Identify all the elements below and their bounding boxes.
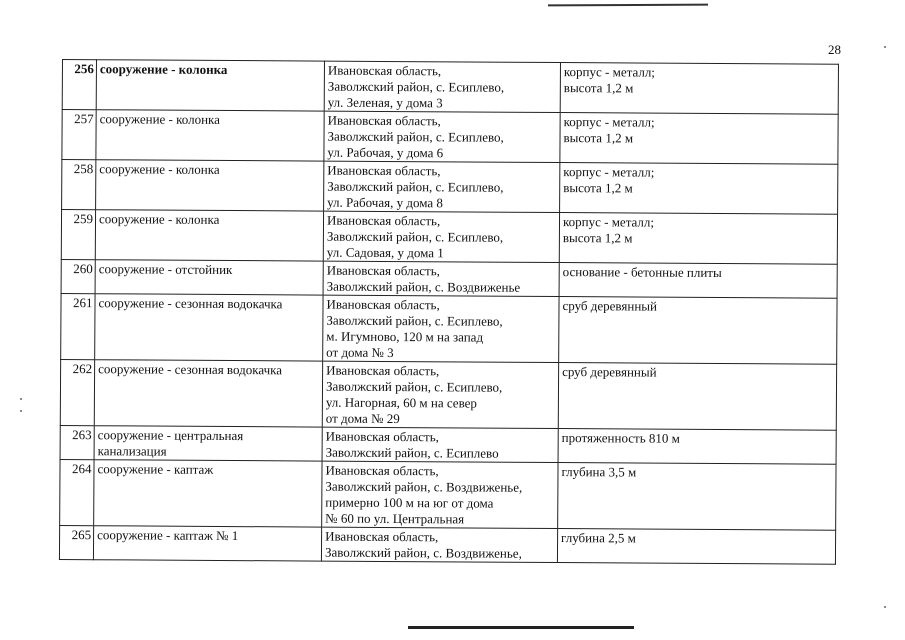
table-row	[62, 160, 838, 215]
table-row	[60, 359, 836, 430]
address-cell: Ивановская область, Заволжский район, с. Воздвиженье	[323, 261, 559, 296]
address-cell: Ивановская область, Заволжский район, с. Есиплево, ул. Зеленая, у дома 3	[324, 61, 560, 112]
object-name-cell: сооружение - центральная канализация	[94, 426, 322, 461]
row-number-cell: 264	[60, 459, 94, 525]
page-number: 28	[828, 42, 841, 57]
row-number-cell: 263	[60, 425, 94, 459]
object-name-cell: сооружение - колонка	[96, 110, 324, 161]
object-name-cell: сооружение - колонка	[96, 160, 324, 211]
characteristics-cell: корпус - металл; высота 1,2 м	[560, 163, 838, 215]
object-name-cell: сооружение - сезонная водокачка	[95, 294, 323, 361]
address-cell: Ивановская область, Заволжский район, с. Есиплево, ул. Рабочая, у дома 8	[324, 161, 560, 212]
table-row	[61, 293, 837, 364]
row-number-cell: 261	[61, 293, 95, 359]
table-row	[62, 110, 838, 165]
address-cell: Ивановская область, Заволжский район, с. Есиплево, ул. Нагорная, 60 м на север от дома № 29	[322, 361, 558, 428]
table-row	[61, 210, 837, 265]
scan-speck	[20, 398, 22, 400]
address-cell: Ивановская область, Заволжский район, с. Есиплево, м. Игумново, 120 м на запад от дома № 3	[323, 295, 559, 362]
address-cell: Ивановская область, Заволжский район, с. Воздвиженье,	[321, 527, 557, 562]
scan-speck	[884, 46, 886, 48]
characteristics-cell: сруб деревянный	[559, 297, 837, 365]
characteristics-cell: корпус - металл; высота 1,2 м	[560, 113, 838, 165]
row-number-cell: 265	[59, 525, 93, 559]
address-cell: Ивановская область, Заволжский район, с. Есиплево, ул. Садовая, у дома 1	[323, 211, 559, 262]
table-row	[62, 60, 838, 115]
row-number-cell: 257	[62, 110, 96, 160]
object-name-cell: сооружение - колонка	[96, 60, 324, 111]
row-number-cell: 256	[62, 60, 96, 110]
row-number-cell: 262	[60, 359, 94, 425]
property-table	[59, 59, 839, 565]
table-row	[60, 425, 836, 464]
object-name-cell: сооружение - каптаж	[94, 460, 322, 527]
characteristics-cell: сруб деревянный	[558, 363, 836, 431]
address-cell: Ивановская область, Заволжский район, с. Есиплево	[322, 427, 558, 462]
characteristics-cell: корпус - металл; высота 1,2 м	[559, 213, 837, 265]
object-name-cell: сооружение - отстойник	[95, 260, 323, 295]
scan-speck	[884, 606, 886, 608]
scan-top-line	[548, 4, 708, 7]
object-name-cell: сооружение - каптаж № 1	[93, 526, 321, 561]
scan-bottom-line	[408, 626, 634, 629]
object-name-cell: сооружение - сезонная водокачка	[94, 360, 322, 427]
characteristics-cell: основание - бетонные плиты	[559, 263, 837, 299]
address-cell: Ивановская область, Заволжский район, с. Воздвиженье, примерно 100 м на юг от дома № 60 по ул. Центральная	[322, 461, 558, 528]
characteristics-cell: корпус - металл; высота 1,2 м	[560, 63, 838, 115]
table-row	[61, 259, 837, 298]
table-row	[60, 459, 836, 530]
address-cell: Ивановская область, Заволжский район, с. Есиплево, ул. Рабочая, у дома 6	[324, 111, 560, 162]
row-number-cell: 258	[62, 160, 96, 210]
row-number-cell: 259	[61, 210, 95, 260]
characteristics-cell: глубина 3,5 м	[558, 463, 836, 531]
characteristics-cell: протяженность 810 м	[558, 429, 836, 465]
characteristics-cell: глубина 2,5 м	[557, 529, 835, 565]
row-number-cell: 260	[61, 259, 95, 293]
table-row	[59, 525, 835, 564]
object-name-cell: сооружение - колонка	[95, 210, 323, 261]
scan-speck	[20, 410, 22, 412]
